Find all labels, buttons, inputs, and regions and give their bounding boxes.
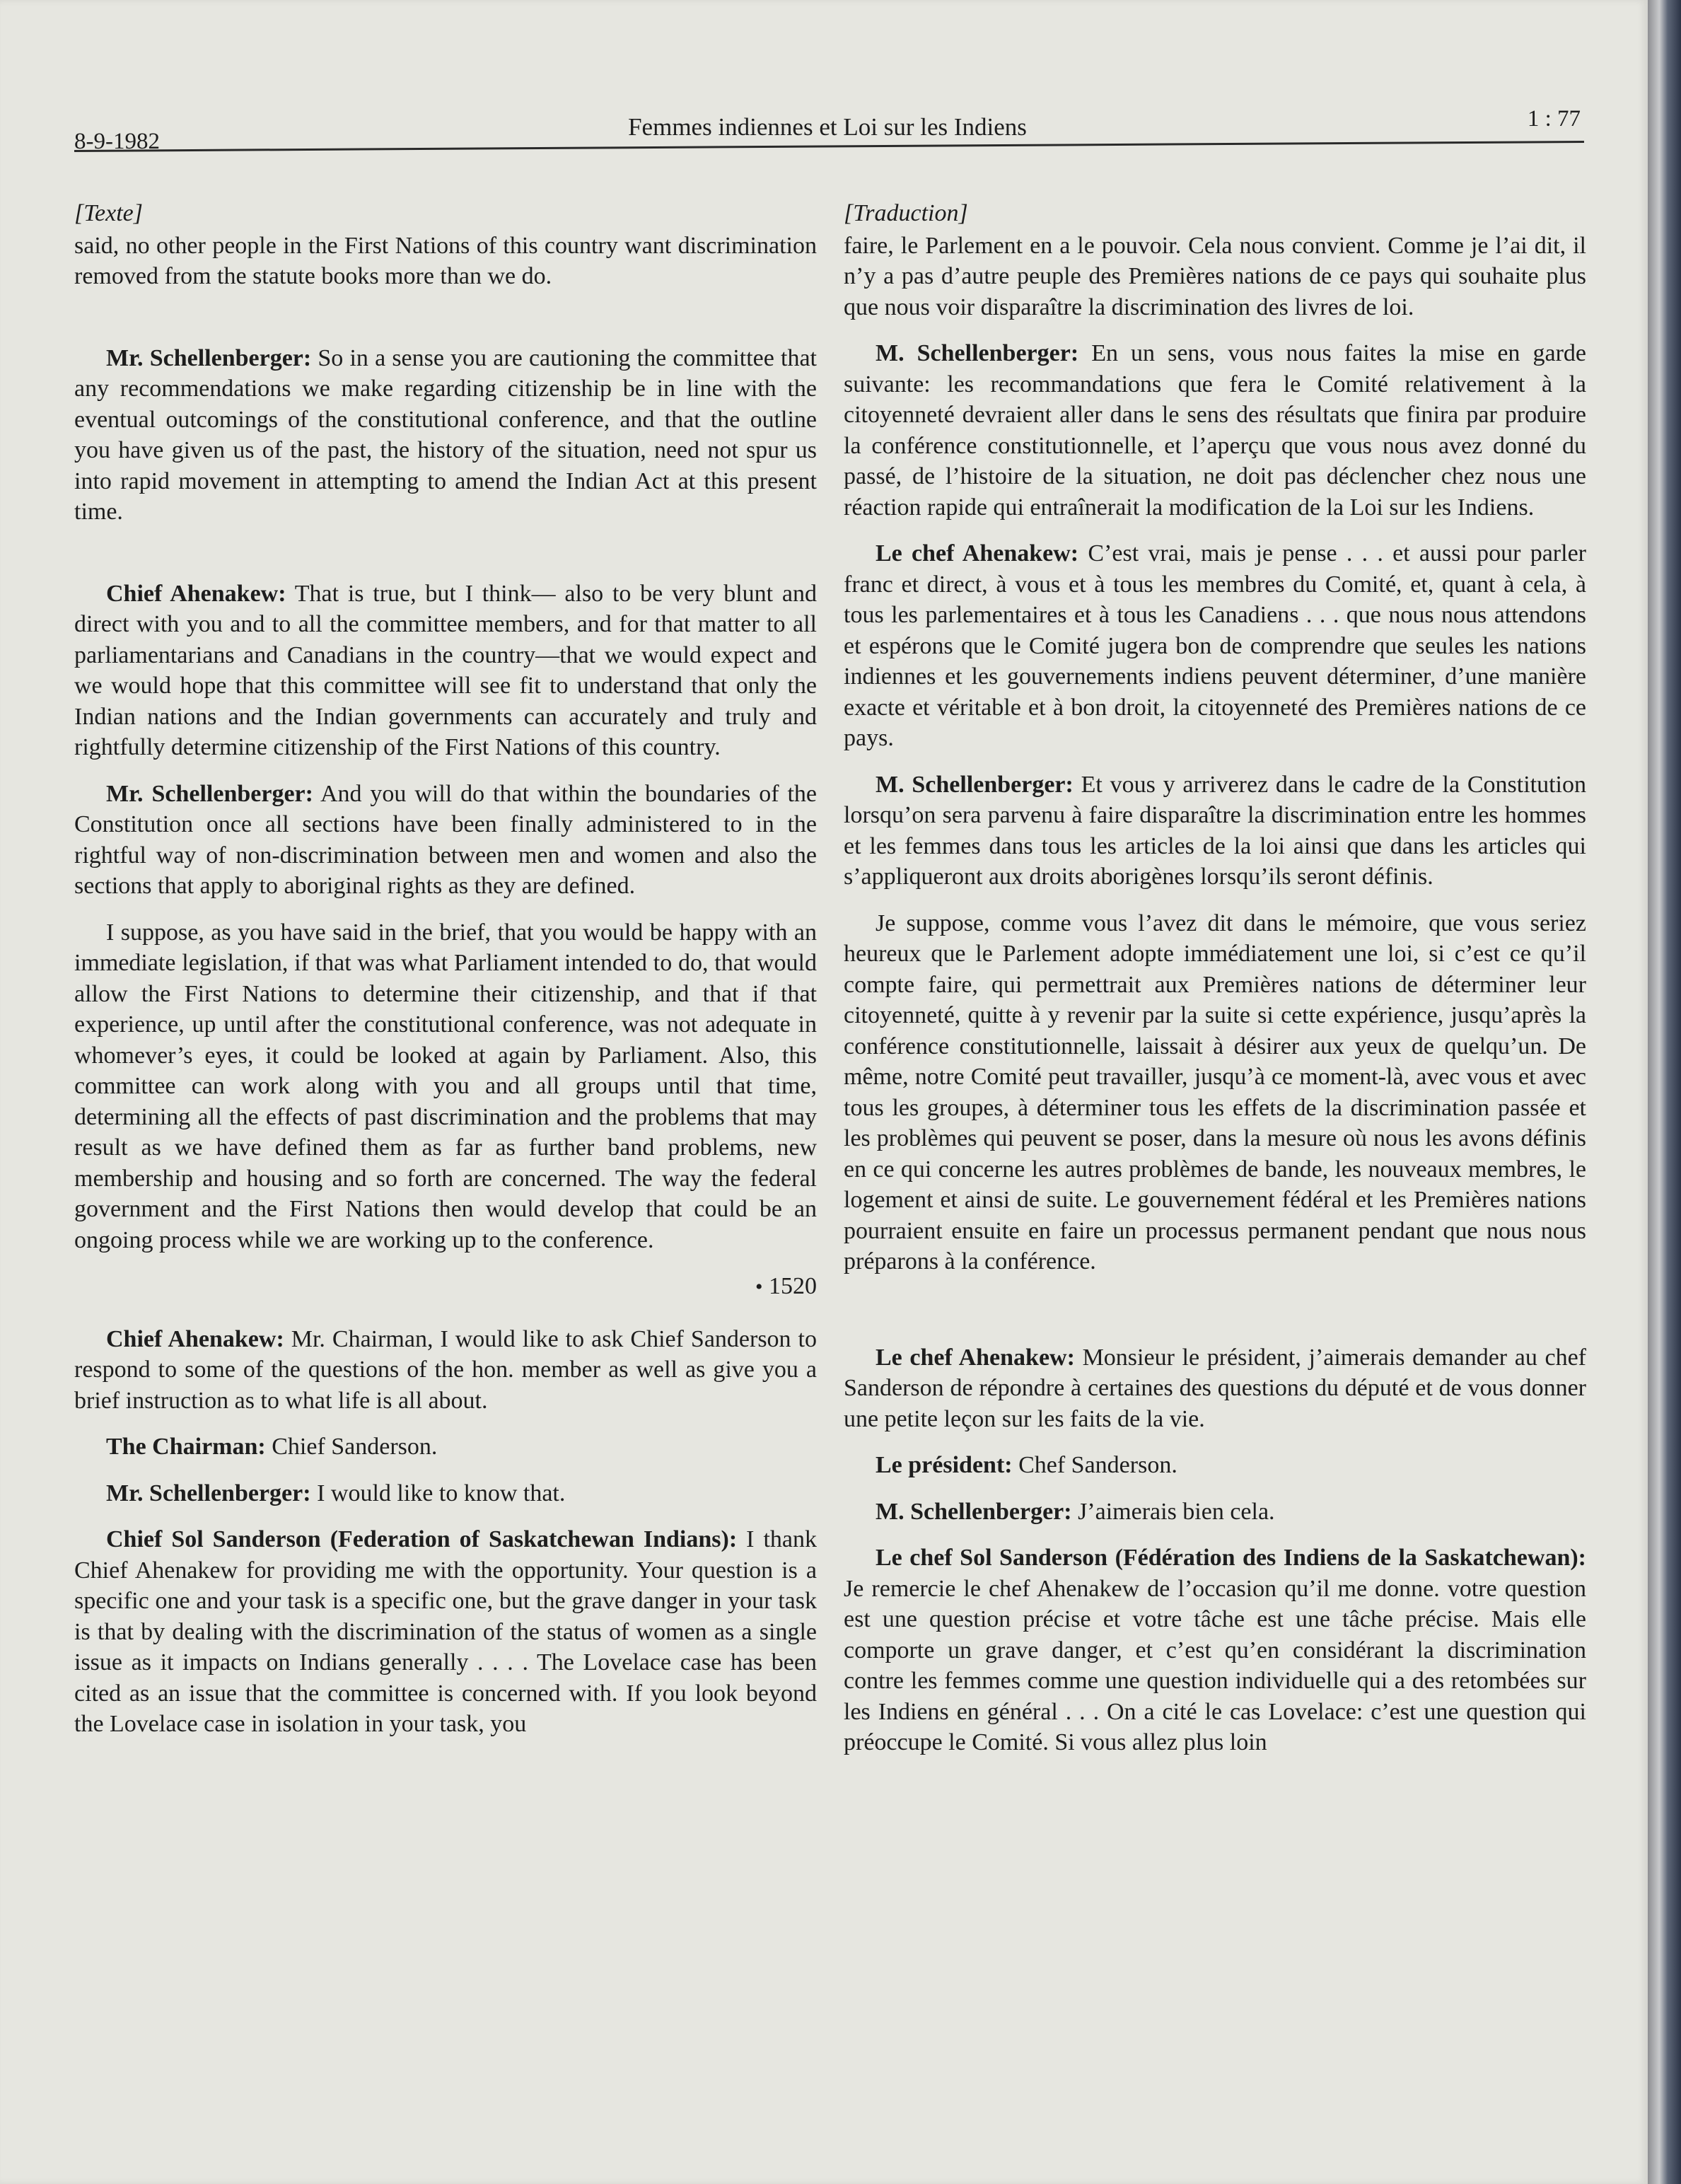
- french-column: [844, 198, 1586, 1774]
- speech: I would like to know that.: [310, 1480, 566, 1506]
- speech: Et vous y arriverez dans le cadre de la Constitution lorsqu’on sera parvenu à faire disparaître la discrimination entre les hommes et les femmes dans tous les articles de la loi ainsi que dans les articles qui s’appliqueront aux droits aborigènes lorsqu’ils seront définis.: [844, 771, 1587, 890]
- book-binding-edge: [1648, 0, 1681, 2184]
- paragraph: [844, 1342, 1586, 1435]
- paragraph: [844, 1497, 1586, 1528]
- paragraph: [844, 769, 1586, 893]
- header-date: 8-9-1982: [74, 129, 160, 154]
- speech: Chief Sanderson.: [265, 1434, 438, 1460]
- speaker: Chief Ahenakew:: [106, 580, 286, 607]
- speaker: Le chef Sol Sanderson (Fédération des Indiens de la Saskatchewan):: [876, 1545, 1586, 1571]
- paragraph: Je suppose, comme vous l’avez dit dans le mémoire, que vous seriez heureux que le Parlement adopte immédiatement une loi, si c’est ce qu’il compte faire, qui permettrait aux Premières nations de déterminer leur citoyenneté, quitte à y revenir par la suite si cette expérience, jusqu’après la conférence constitutionnelle, laissait à désirer aux yeux de quelqu’un. De même, notre Comité peut travailler, jusqu’à ce moment-là, avec vous et avec tous les groupes, à déterminer tous les effets de la discrimination passée et les problèmes qui peuvent se poser, dans la mesure où nous les avons définis en ce qui concerne les autres problèmes de bande, les nouveaux membres, le logement et ainsi de suite. Le gouvernement fédéral et les Premières nations pourraient ensuite en faire un processus permanent pendant que nous nous préparons à la conférence.: [844, 910, 1586, 1274]
- speaker: Le chef Ahenakew:: [876, 540, 1079, 567]
- text-tag: [Texte]: [74, 200, 143, 226]
- speaker: Le président:: [876, 1452, 1013, 1478]
- paragraph: [844, 538, 1586, 754]
- paragraph: [844, 1543, 1586, 1758]
- speech: Mr. Chairman, I would like to ask Chief Sanderson to respond to some of the questions of the hon. member as well as give you a brief instruction as to what life is all about.: [74, 1325, 817, 1414]
- header-title: Femmes indiennes et Loi sur les Indiens: [628, 113, 1027, 141]
- speaker: M. Schellenberger:: [876, 771, 1074, 798]
- speech: C’est vrai, mais je pense . . . et aussi pour parler franc et direct, à vous et à tous les membres du Comité, et, quant à cela, à tous les parlementaires et à tous les Canadiens . . . que nous nous attendons et espérons que le Comité jugera bon de comprendre que seules les nations indiennes et les gouvernements indiens peuvent déterminer, d’une manière exacte et véritable et à bon droit, la citoyenneté des Premières nations de ce pays.: [844, 540, 1586, 751]
- paragraph: [74, 343, 817, 528]
- paragraph: [74, 1478, 817, 1509]
- bullet-icon: •: [755, 1275, 763, 1299]
- speech: J’aimerais bien cela.: [1071, 1498, 1275, 1525]
- translation-tag: [Traduction]: [844, 200, 968, 226]
- speaker: Mr. Schellenberger:: [106, 780, 313, 807]
- speaker: M. Schellenberger:: [876, 1498, 1072, 1525]
- speech: That is true, but I think— also to be very blunt and direct with you and to all the committee members, and for that matter to all parliamentarians and Canadians in the country—that we would expect and we would hope that this committee will see fit to understand that only the Indian nations and the Indian governments can accurately and truly and rightfully determine citizenship of the First Nations of this country.: [74, 580, 818, 760]
- paragraph: faire, le Parlement en a le pouvoir. Cela nous convient. Comme je l’ai dit, il n’y a pas d’autre peuple des Premières nations de ce pays qui souhaite plus que nous voir disparaître la discrimination des livres de loi.: [844, 232, 1586, 320]
- speaker: M. Schellenberger:: [876, 340, 1079, 366]
- paragraph: [74, 1524, 817, 1740]
- paragraph: [74, 579, 817, 763]
- speaker: Chief Sol Sanderson (Federation of Saskatchewan Indians):: [106, 1526, 738, 1552]
- header-page-number: 1 : 77: [1527, 106, 1581, 132]
- time-marker: [74, 1271, 817, 1303]
- speech: En un sens, vous nous faites la mise en garde suivante: les recommandations que fera le Comité relativement à la citoyenneté devraient aller dans le sens des résultats que finira par produire la conférence constitutionnelle, et l’aperçu que vous nous avez donné du passé, de l’histoire de la situation, ne doit pas déclencher chez nous une réaction rapide qui entraînerait la modification de la Loi sur les Indiens.: [844, 340, 1586, 521]
- speech: Monsieur le président, j’aimerais demander au chef Sanderson de répondre à certaines des questions du député et de vous donner une petite leçon sur les faits de la vie.: [844, 1344, 1586, 1432]
- paragraph: [74, 1324, 817, 1417]
- speaker: Chief Ahenakew:: [106, 1325, 284, 1352]
- speech: Chef Sanderson.: [1012, 1452, 1177, 1478]
- speech: Je remercie le chef Ahenakew de l’occasion qu’il me donne. votre question est une question précise et votre tâche est une tâche précise. Mais elle comporte un grave danger, et c’est qu’en considérant la discrimination contre les femmes comme une question individuelle qui a des retombées sur les Indiens en général . . . On a cité le cas Lovelace: c’est une question qui préoccupe le Comité. Si vous allez plus loin: [844, 1575, 1586, 1755]
- speech: I thank Chief Ahenakew for providing me with the opportunity. Your question is a specific one and your task is a specific one, but the grave danger in your task is that by dealing with the discrimination of the status of women as a single issue as it impacts on Indians generally . . . . The Lovelace case has been cited as an issue that the committee is concerned with. If you look beyond the Lovelace case in isolation in your task, you: [74, 1526, 817, 1737]
- speech: And you will do that within the boundaries of the Constitution once all sections have been finally administered to in the rightful way of non-discrimination between men and women and also the sections that apply to aboriginal rights as they are defined.: [74, 780, 817, 899]
- paragraph: [844, 338, 1586, 523]
- speech: So in a sense you are cautioning the committee that any recommendations we make regarding citizenship be in line with the eventual outcomings of the constitutional conference, and that the outline you have given us of the past, the history of the situation, need not spur us into rapid movement in attempting to amend the Indian Act at this present time.: [74, 344, 817, 525]
- speaker: The Chairman:: [106, 1434, 266, 1460]
- paragraph: [74, 1431, 817, 1463]
- speaker: Mr. Schellenberger:: [106, 1480, 311, 1506]
- time-marker-value: 1520: [769, 1273, 817, 1299]
- paragraph: [74, 779, 817, 902]
- speaker: Le chef Ahenakew:: [876, 1344, 1075, 1371]
- paragraph: said, no other people in the First Nations of this country want discrimination removed from the statute books more than we do.: [74, 232, 817, 289]
- paragraph: [844, 1450, 1586, 1481]
- speaker: Mr. Schellenberger:: [106, 344, 312, 371]
- paragraph: I suppose, as you have said in the brief, that you would be happy with an immediate legislation, if that was what Parliament intended to do, that would allow the First Nations to determine their citizenship, and that if that experience, up until after the constitutional conference, was not adequate in whomever’s eyes, it could be looked at again by Parliament. Also, this committee can work along with you and all groups until that time, determining all the effects of past discrimination and the problems that may result as we have defined them as far as further band problems, new membership and housing and so forth are concerned. The way the federal government and the First Nations then would develop that could be an ongoing process while we are working up to the conference.: [74, 919, 817, 1253]
- english-column: [74, 198, 817, 1755]
